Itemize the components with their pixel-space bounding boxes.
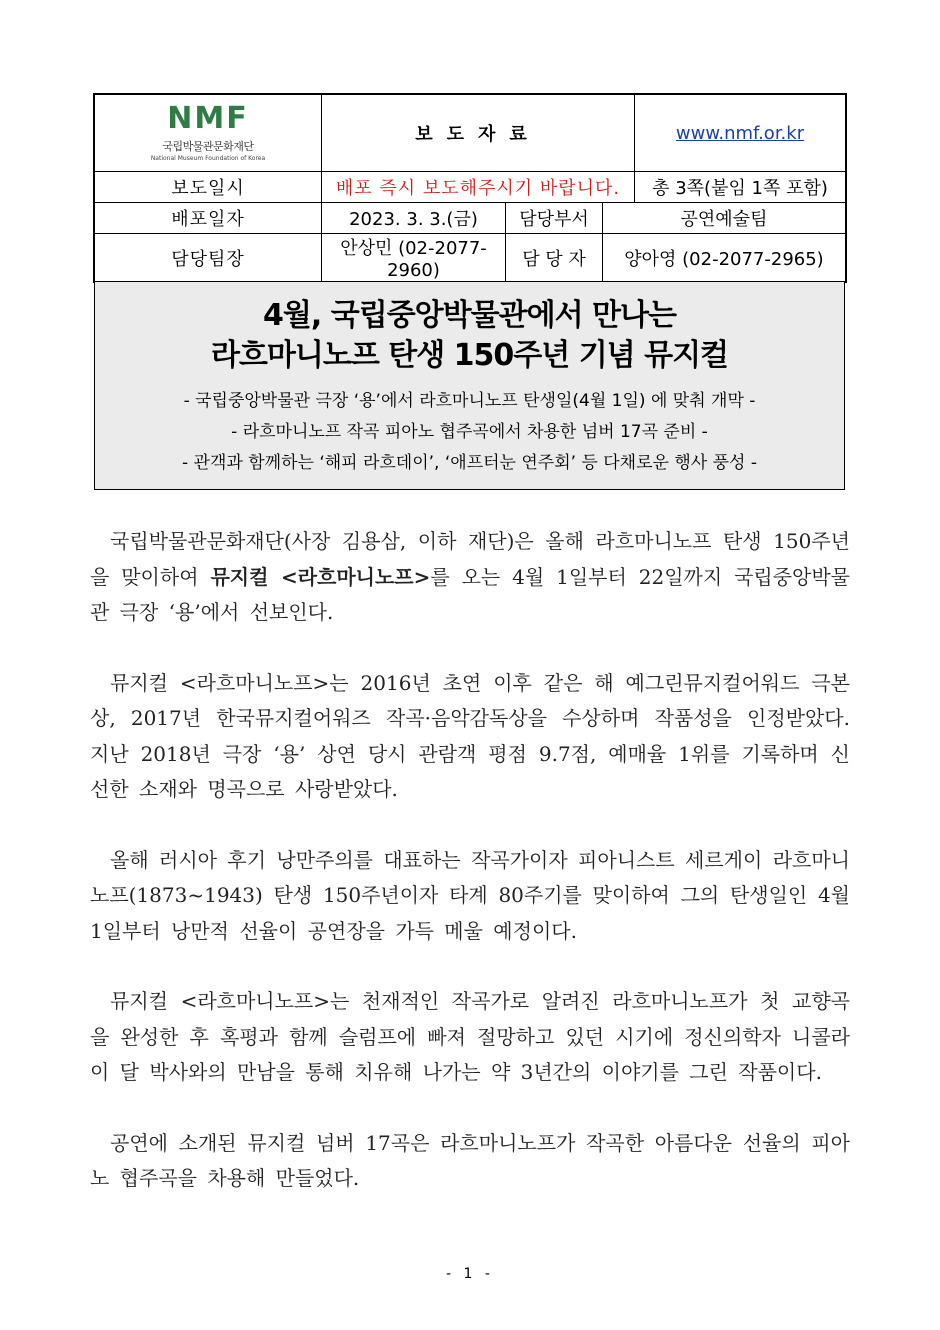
logo-english-name: National Museum Foundation of Korea bbox=[150, 155, 266, 162]
article-body bbox=[90, 524, 850, 1232]
distribution-date-label: 배포일자 bbox=[94, 203, 322, 234]
document-title: 보도자료 bbox=[322, 94, 635, 172]
contact-person-value: 양아영 (02-2077-2965) bbox=[603, 234, 847, 283]
release-time-label: 보도일시 bbox=[94, 172, 322, 203]
page-number: - 1 - bbox=[446, 1266, 494, 1282]
paragraph-1-text-a: 국립박물관문화재단(사장 김용삼, 이하 재단)은 올해 라흐마니노프 탄생 150주년을 맞이하여 bbox=[90, 529, 850, 589]
paragraph-4 bbox=[90, 984, 850, 1091]
paragraph-3 bbox=[90, 843, 850, 950]
nmf-logo bbox=[95, 101, 321, 162]
subheading-2: - 라흐마니노프 작곡 피아노 협주곡에서 차용한 넘버 17곡 준비 - bbox=[231, 422, 708, 442]
subheading-1: - 국립중앙박물관 극장 ‘용’에서 라흐마니노프 탄생일(4월 1일) 에 맞춰 개막 - bbox=[183, 391, 756, 411]
release-time-value: 배포 즉시 보도해주시기 바랍니다. bbox=[322, 172, 635, 203]
paragraph-1 bbox=[90, 524, 850, 631]
team-leader-label: 담당팀장 bbox=[94, 234, 322, 283]
subheading-3: - 관객과 함께하는 ‘해피 라흐데이’, ‘애프터눈 연주회’ 등 다채로운 행사 풍성 - bbox=[182, 453, 757, 473]
paragraph-1-text-b: 를 오는 4월 1일부터 22일까지 국립중앙박물관 극장 ‘용’에서 선보인다. bbox=[90, 564, 850, 624]
paragraph-5-text: 공연에 소개된 뮤지컬 넘버 17곡은 라흐마니노프가 작곡한 아름다운 선율의 피아노 협주곡을 차용해 만들었다. bbox=[90, 1130, 850, 1190]
contact-person-label: 담 당 자 bbox=[506, 234, 603, 283]
logo-cell bbox=[94, 94, 322, 172]
department-value: 공연예술팀 bbox=[603, 203, 847, 234]
paragraph-3-text: 올해 러시아 후기 낭만주의를 대표하는 작곡가이자 피아니스트 세르게이 라흐마니노프(1873~1943) 탄생 150주년이자 타계 80주기를 맞이하여 그의 탄생일인 4월 1일부터 낭만적 선율이 공연장을 가득 메울 예정이다. bbox=[90, 847, 850, 943]
page-count: 총 3쪽(붙임 1쪽 포함) bbox=[635, 172, 847, 203]
press-header-table bbox=[93, 93, 847, 283]
logo-mark: NMF bbox=[167, 101, 249, 136]
headline-line-2: 라흐마니노프 탄생 150주년 기념 뮤지컬 bbox=[210, 338, 729, 373]
paragraph-1-bold: 뮤지컬 <라흐마니노프> bbox=[210, 564, 431, 589]
website-link[interactable]: www.nmf.or.kr bbox=[675, 122, 805, 144]
paragraph-5 bbox=[90, 1126, 850, 1197]
paragraph-2-text: 뮤지컬 <라흐마니노프>는 2016년 초연 이후 같은 해 예그린뮤지컬어워드 극본상, 2017년 한국뮤지컬어워즈 작곡·음악감독상을 수상하며 작품성을 인정받았다. 지난 2018년 극장 ‘용’ 상연 당시 관람객 평점 9.7점, 예매율 1위를 기록하며 신선한 소재와 명곡으로 사랑받았다. bbox=[90, 670, 850, 801]
paragraph-2 bbox=[90, 666, 850, 808]
logo-korean-name: 국립박물관문화재단 bbox=[162, 140, 254, 153]
team-leader-value: 안상민 (02-2077-2960) bbox=[322, 234, 506, 283]
distribution-date-value: 2023. 3. 3.(금) bbox=[322, 203, 506, 234]
url-cell bbox=[635, 94, 847, 172]
paragraph-4-text: 뮤지컬 <라흐마니노프>는 천재적인 작곡가로 알려진 라흐마니노프가 첫 교향곡을 완성한 후 혹평과 함께 슬럼프에 빠져 절망하고 있던 시기에 정신의학자 니콜라이 달 박사와의 만남을 통해 치유해 나가는 약 3년간의 이야기를 그린 작품이다. bbox=[90, 989, 850, 1084]
summary-box bbox=[94, 281, 845, 490]
headline-line-1: 4월, 국립중앙박물관에서 만나는 bbox=[263, 298, 676, 333]
department-label: 담당부서 bbox=[506, 203, 603, 234]
